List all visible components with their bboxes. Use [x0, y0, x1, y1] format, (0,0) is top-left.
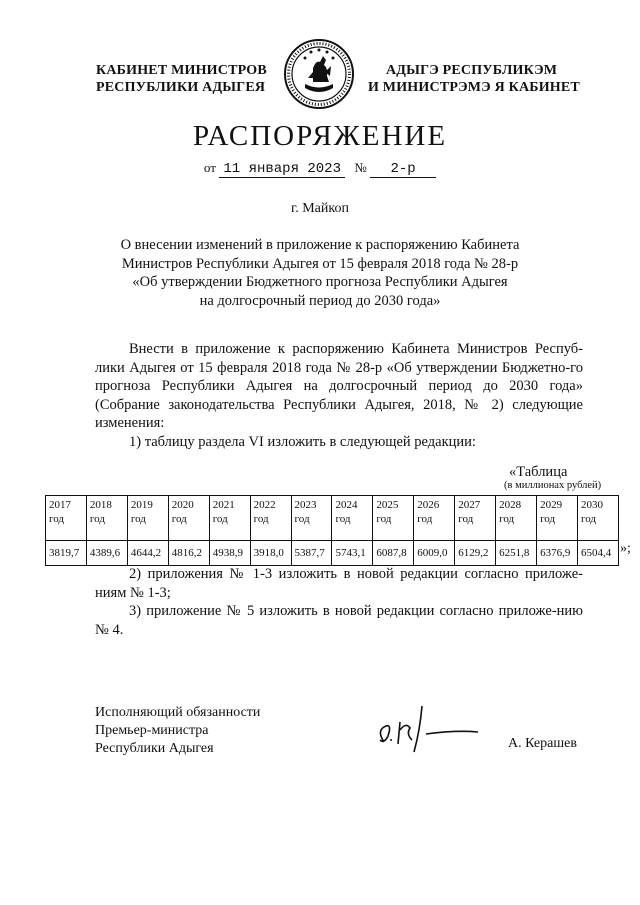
table-cell-value: 6129,2 — [455, 541, 496, 566]
table-cell-value: 4644,2 — [127, 541, 168, 566]
header-right-line1: АДЫГЭ РЕСПУБЛИКЭМ — [386, 63, 558, 78]
signature-line3: Республики Адыгея — [95, 741, 214, 756]
table-cell-value: 6009,0 — [414, 541, 455, 566]
subject — [100, 236, 540, 310]
table-cell-value: 5387,7 — [291, 541, 332, 566]
table-cell-value: 3918,0 — [250, 541, 291, 566]
table-cell-value: 5743,1 — [332, 541, 373, 566]
table-cell-value: 6087,8 — [373, 541, 414, 566]
coat-of-arms-emblem — [283, 38, 355, 110]
signature-line1: Исполняющий обязанности — [95, 705, 261, 720]
date-value: 11 января 2023 — [219, 161, 345, 178]
table-cell-year: 2026 год — [414, 496, 455, 541]
table-cell-value: 4938,9 — [209, 541, 250, 566]
city: г. Майкоп — [291, 201, 349, 216]
body-after-table — [95, 565, 583, 639]
table-cell-year: 2022 год — [250, 496, 291, 541]
handwritten-signature — [366, 700, 486, 756]
table-cell-year: 2028 год — [496, 496, 537, 541]
table-cell-year: 2027 год — [455, 496, 496, 541]
table-cell-year: 2021 год — [209, 496, 250, 541]
header-right — [368, 62, 608, 96]
table-cell-value: 6504,4 — [577, 541, 618, 566]
table-caption: «Таблица — [509, 464, 568, 480]
table-units: (в миллионах рублей) — [504, 480, 602, 491]
number-value: 2-р — [370, 161, 436, 178]
subject-line3: «Об утверждении Бюджетного прогноза Республики Адыгея — [132, 274, 508, 290]
header-left — [96, 62, 276, 96]
date-line — [0, 160, 640, 178]
signature-block — [95, 704, 260, 758]
table-cell-value: 6251,8 — [496, 541, 537, 566]
table-cell-value: 4389,6 — [86, 541, 127, 566]
table-cell-year: 2019 год — [127, 496, 168, 541]
table-cell-year: 2025 год — [373, 496, 414, 541]
table-cell-year: 2020 год — [168, 496, 209, 541]
table-cell-year: 2029 год — [537, 496, 578, 541]
subject-line4: на долгосрочный период до 2030 года» — [199, 292, 441, 309]
paragraph-1: Внести в приложение к распоряжению Кабинета Министров Респуб-лики Адыгея от 15 февраля 2018 года № 28-р «Об утверждении Бюджетно-го прогноза Республики Адыгея на долгосрочный период до 2030 года» (Собрание законодательства Республики Адыгея, 2018, № 2) следующие изменения: — [95, 341, 583, 431]
table-cell-year: 2030 год — [577, 496, 618, 541]
table-closing-mark: »; — [620, 541, 631, 556]
item-2: 2) приложения № 1-3 изложить в новой редакции согласно приложе-ниям № 1-3; — [95, 566, 583, 601]
signature-line2: Премьер-министра — [95, 723, 209, 738]
date-prefix: от — [203, 160, 216, 175]
table-cell-year: 2024 год — [332, 496, 373, 541]
item-3: 3) приложение № 5 изложить в новой редакции согласно приложе-нию № 4. — [95, 603, 583, 638]
table-row-years — [46, 496, 619, 541]
table-row-values — [46, 541, 619, 566]
table-cell-year: 2017 год — [46, 496, 87, 541]
subject-line2: Министров Республики Адыгея от 15 февраля 2018 года № 28-р — [121, 255, 519, 272]
table-cell-value: 6376,9 — [537, 541, 578, 566]
header-right-line2: И МИНИСТРЭМЭ Я КАБИНЕТ — [368, 80, 580, 95]
table-cell-value: 3819,7 — [46, 541, 87, 566]
table-cell-value: 4816,2 — [168, 541, 209, 566]
number-prefix: № — [354, 160, 367, 175]
body-text — [95, 340, 583, 451]
document-title: РАСПОРЯЖЕНИЕ — [192, 120, 448, 152]
table-cell-year: 2018 год — [86, 496, 127, 541]
item-1: 1) таблицу раздела VI изложить в следующей редакции: — [129, 433, 476, 450]
header-left-line1: КАБИНЕТ МИНИСТРОВ — [96, 63, 267, 78]
subject-line1: О внесении изменений в приложение к распоряжению Кабинета — [120, 237, 520, 253]
header-left-line2: РЕСПУБЛИКИ АДЫГЕЯ — [96, 80, 266, 95]
signer-name: А. Керашев — [508, 736, 577, 751]
budget-table — [45, 495, 619, 566]
table-cell-year: 2023 год — [291, 496, 332, 541]
